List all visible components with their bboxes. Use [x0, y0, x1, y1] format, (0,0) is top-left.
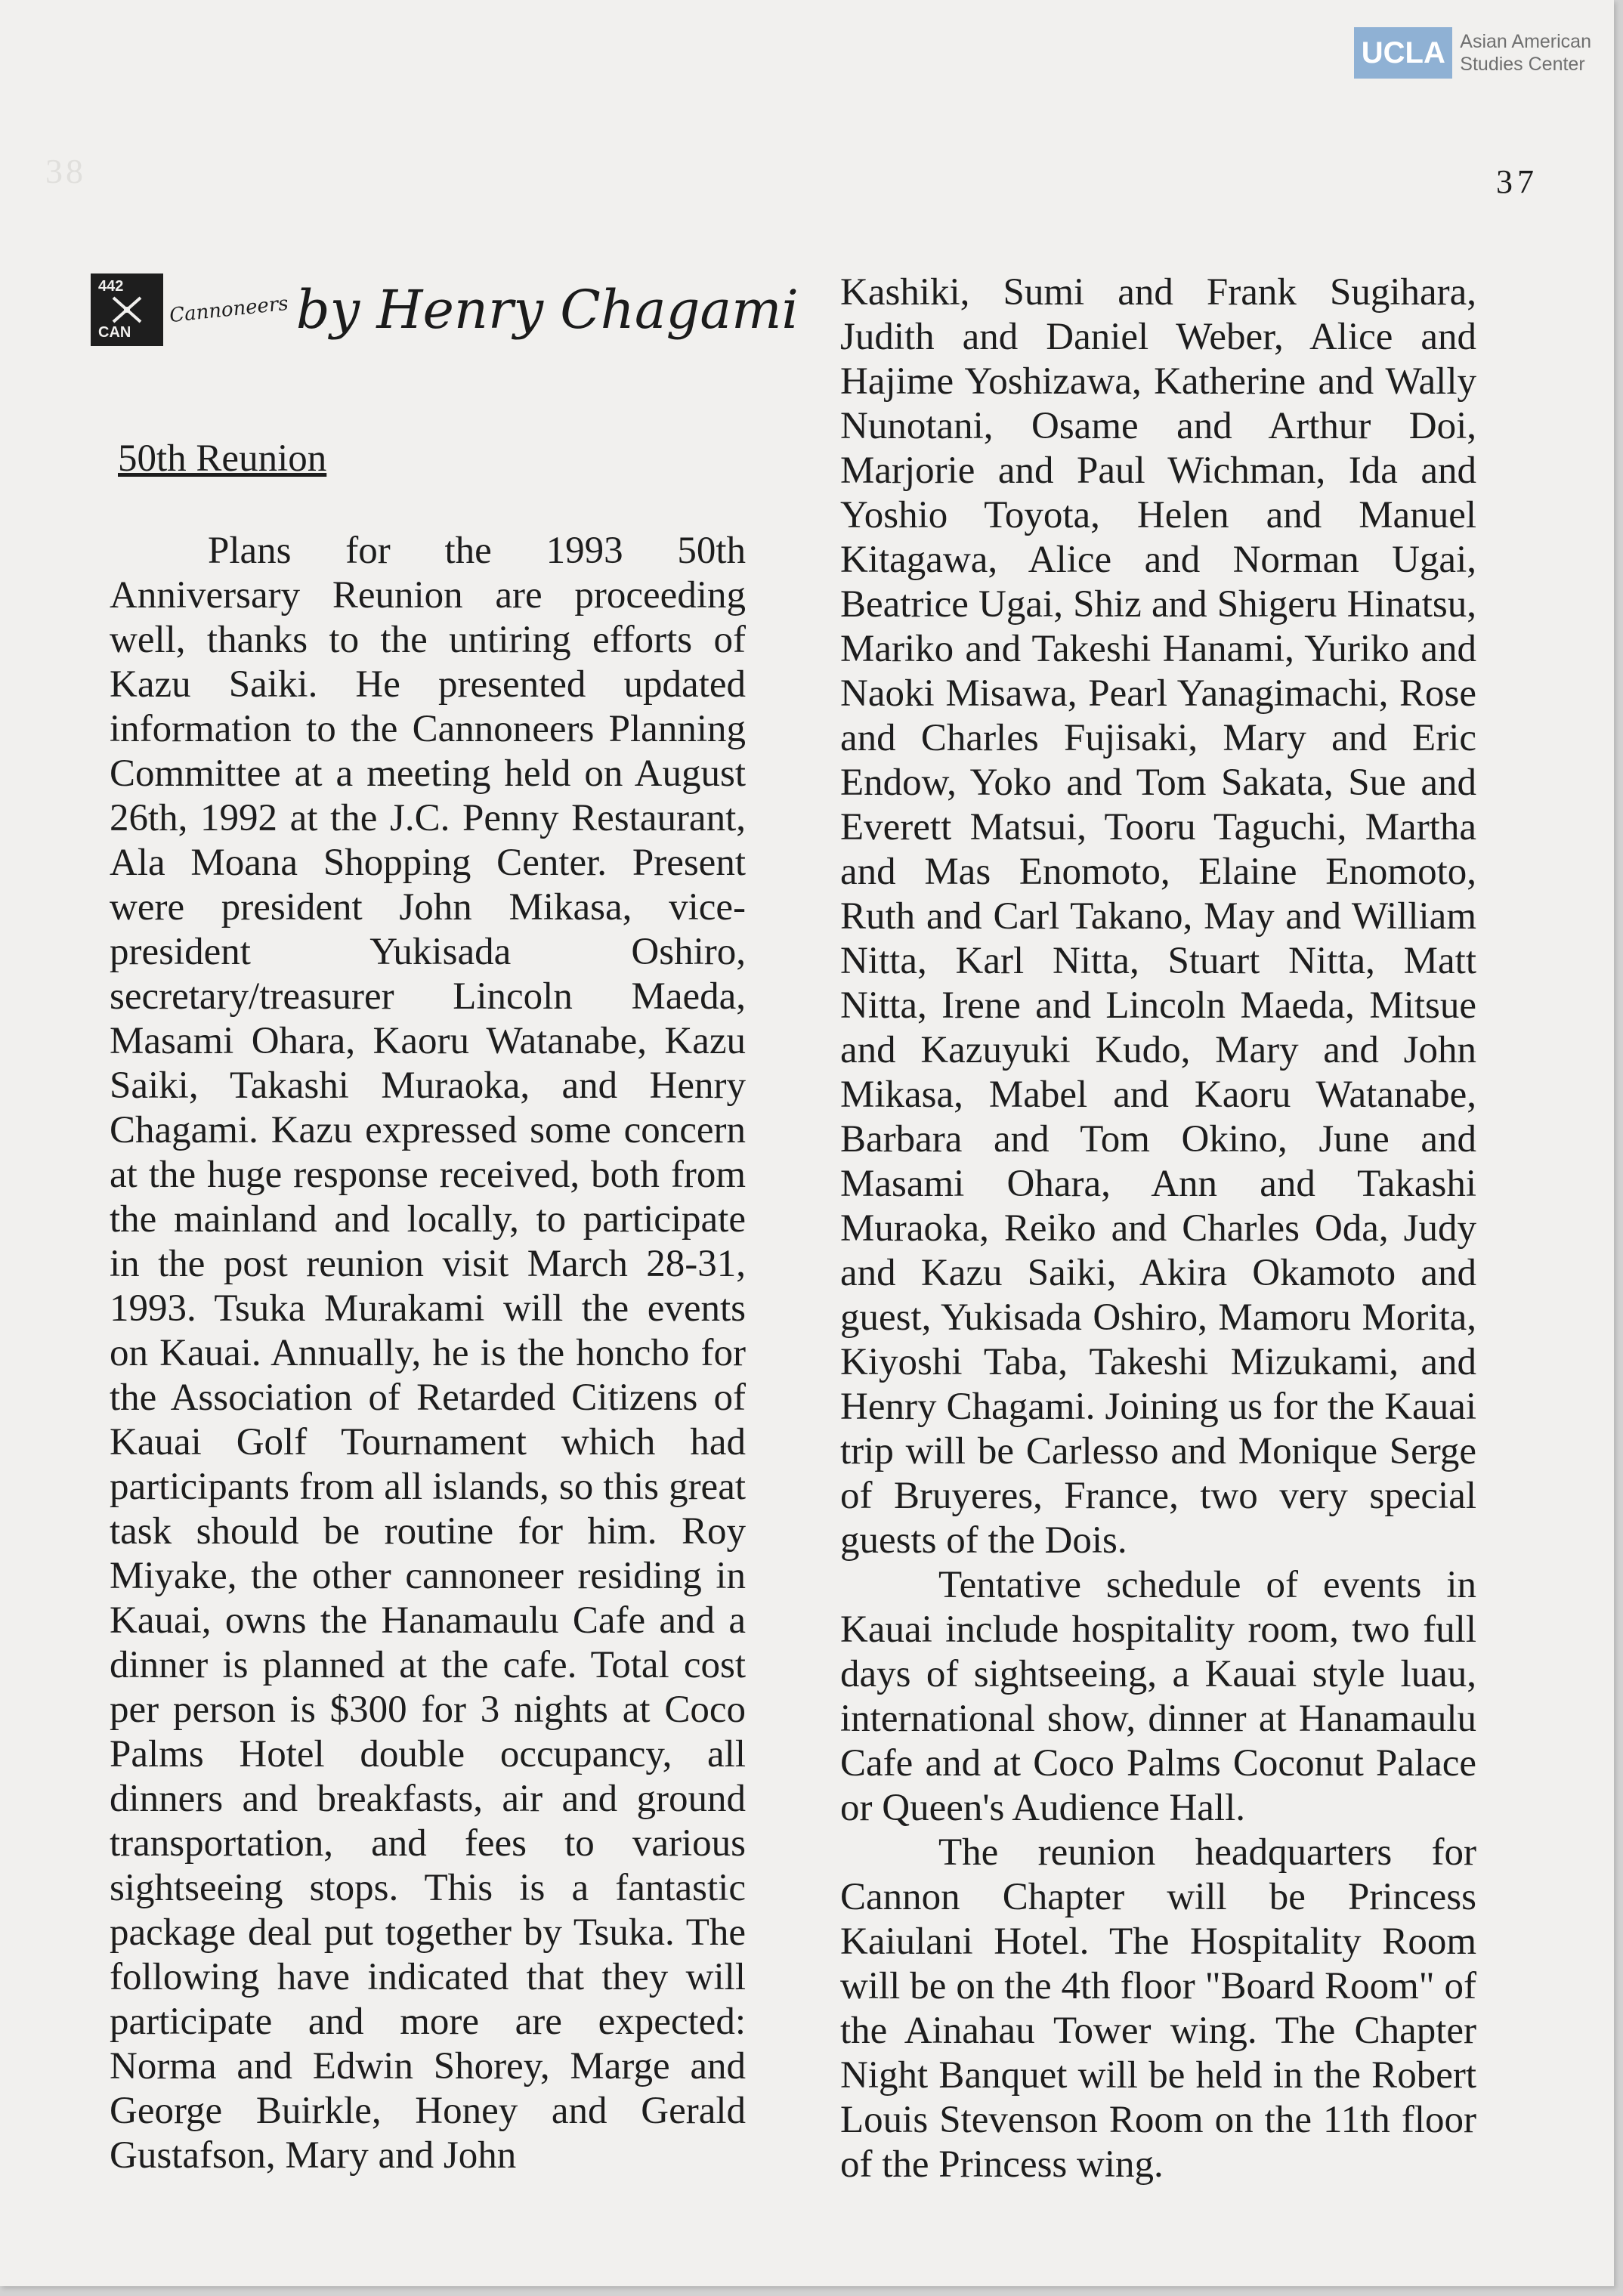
section-heading: 50th Reunion — [118, 437, 327, 480]
logo-number: 442 — [98, 278, 124, 295]
crossed-cannons-icon — [110, 295, 144, 325]
watermark-line-1: Asian American — [1460, 31, 1591, 52]
paragraph: Plans for the 1993 50th Anniversary Reunion are proceeding well, thanks to the untiring efforts of Kazu Saiki. He presented updated information to the Cannoneers Planning Committee at a meeting held on August 26th, 1992 at the J.C. Penny Restaurant, Ala Moana Shopping Center. Present were president John Mikasa, vice-president Yukisada Oshiro, secretary/treasurer Lincoln Maeda, Masami Ohara, Kaoru Watanabe, Kazu Saiki, Takashi Muraoka, and Henry Chagami. Kazu expressed some concern at the huge response received, both from the mainland and locally, to participate in the post reunion visit March 28-31, 1993. Tsuka Murakami will the events on Kauai. Annually, he is the honcho for the Association of Retarded Citizens of Kauai Golf Tournament which had participants from all islands, so this great task should be routine for him. Roy Miyake, the other cannoneer residing in Kauai, owns the Hanamaulu Cafe and a dinner is planned at the cafe. Total cost per person is $300 for 3 nights at Coco Palms Hotel double occupancy, all dinners and breakfasts, air and ground transportation, and fees to various sightseeing stops. This is a fantastic package deal put together by Tsuka. The following have indicated that they will participate and more are expected: Norma and Edwin Shorey, Marge and George Buirkle, Honey and Gerald Gustafson, Mary and John — [110, 530, 746, 2177]
paragraph: Kashiki, Sumi and Frank Sugihara, Judith and Daniel Weber, Alice and Hajime Yoshizawa, Katherine and Wally Nunotani, Osame and Arthur Doi, Marjorie and Paul Wichman, Ida and Yoshio Toyota, Helen and Manuel Kitagawa, Alice and Norman Ugai, Beatrice Ugai, Shiz and Shigeru Hinatsu, Mariko and Takeshi Hanami, Yuriko and Naoki Misawa, Pearl Yanagimachi, Rose and Charles Fujisaki, Mary and Eric Endow, Yoko and Tom Sakata, Sue and Everett Matsui, Tooru Taguchi, Martha and Mas Enomoto, Elaine Enomoto, Ruth and Carl Takano, May and William Nitta, Karl Nitta, Stuart Nitta, Matt Nitta, Irene and Lincoln Maeda, Mitsue and Kazuyuki Kudo, Mary and John Mikasa, Mabel and Kaoru Watanabe, Barbara and Tom Okino, June and Masami Ohara, Ann and Takashi Muraoka, Reiko and Charles Oda, Judy and Kazu Saiki, Akira Okamoto and guest, Yukisada Oshiro, Mamoru Morita, Kiyoshi Taba, Takeshi Mizukami, and Henry Chagami. Joining us for the Kauai trip will be Carlesso and Monique Serge of Bruyeres, France, two very special guests of the Dois. — [840, 271, 1476, 1562]
article-byline — [91, 268, 799, 351]
paragraph: Tentative schedule of events in Kauai include hospitality room, two full days of sightseeing, a Kauai style luau, international show, dinner at Hanamaulu Cafe and at Coco Palms Coconut Palace or Queen's Audience Hall. — [840, 1564, 1476, 1829]
bleed-through-page-number: 38 — [45, 152, 86, 190]
watermark-text — [1460, 30, 1591, 76]
logo-script: Cannoneers — [168, 292, 289, 328]
text-column-left — [110, 529, 746, 2178]
logo-unit: CAN — [98, 324, 131, 341]
author-byline: by Henry Chagami — [295, 279, 799, 341]
watermark-box: UCLA — [1354, 27, 1452, 79]
paragraph: The reunion headquarters for Cannon Chapter will be Princess Kaiulani Hotel. The Hospitality Room will be on the 4th floor "Board Room" of the Ainahau Tower wing. The Chapter Night Banquet will be held in the Robert Louis Stevenson Room on the 11th floor of the Princess wing. — [840, 1831, 1476, 2186]
ucla-aasc-watermark — [1354, 27, 1591, 79]
page-number: 37 — [1496, 163, 1538, 200]
cannoneers-logo — [91, 273, 163, 346]
text-column-right — [840, 270, 1476, 2187]
watermark-line-2: Studies Center — [1460, 54, 1585, 75]
